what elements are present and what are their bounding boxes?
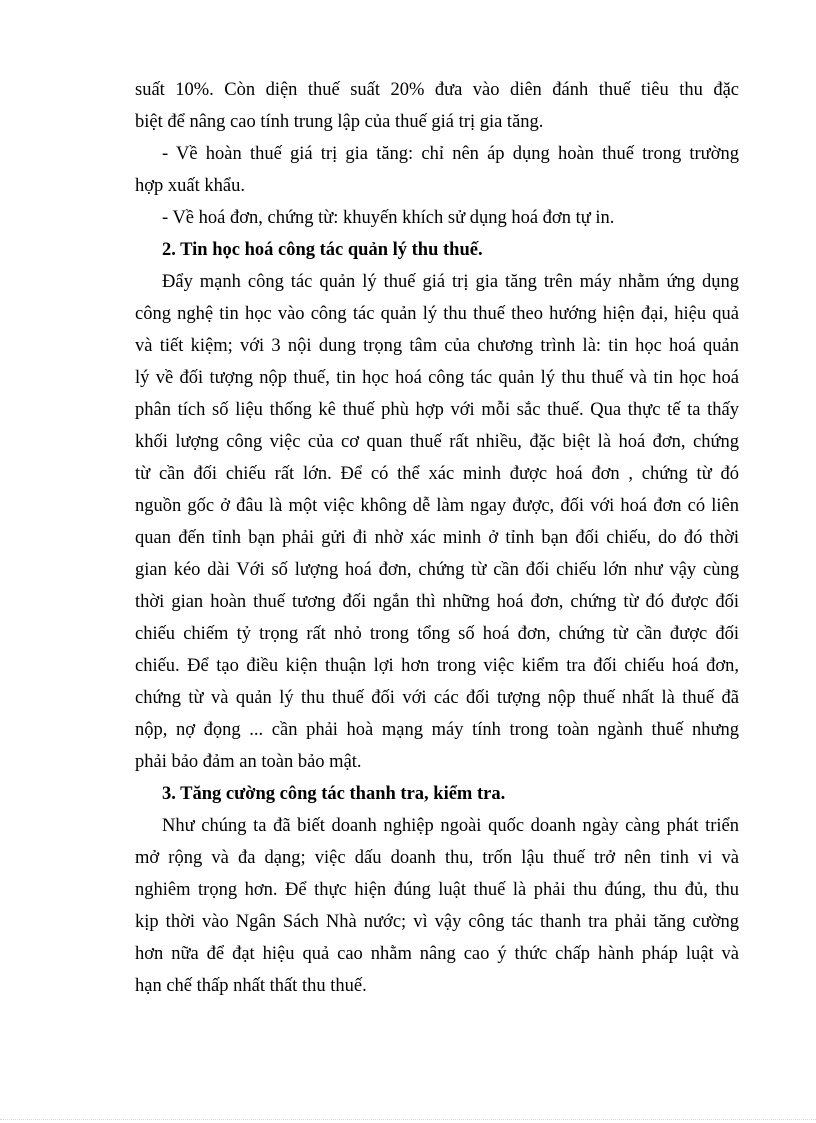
paragraph-line: hơn nữa để đạt hiệu quả cao nhằm nâng cao ý thức chấp hành pháp luật và	[135, 944, 739, 964]
paragraph-line: Đẩy mạnh công tác quản lý thuế giá trị gia tăng trên máy nhằm ứng dụng	[162, 272, 739, 292]
bullet-line: - Về hoá đơn, chứng từ: khuyến khích sử dụng hoá đơn tự in.	[162, 208, 615, 228]
paragraph-line: công nghệ tin học vào công tác quản lý thu thuế theo hướng hiện đại, hiệu quả	[135, 304, 739, 324]
paragraph-line: nghiêm trọng hơn. Để thực hiện đúng luật thuế là phải thu đúng, thu đủ, thu	[135, 880, 739, 900]
paragraph-line: quan đến tỉnh bạn phải gửi đi nhờ xác minh ở tỉnh bạn đối chiếu, do đó thời	[135, 528, 739, 548]
page-bottom-border	[0, 1119, 816, 1121]
document-page	[135, 74, 739, 1002]
paragraph-line: biệt để nâng cao tính trung lập của thuế giá trị gia tăng.	[135, 112, 544, 132]
paragraph-line: kịp thời vào Ngân Sách Nhà nước; vì vậy công tác thanh tra phải tăng cường	[135, 912, 739, 932]
paragraph-line: hợp xuất khẩu.	[135, 176, 245, 196]
section-heading-2: 2. Tin học hoá công tác quản lý thu thuế.	[162, 240, 483, 260]
paragraph-line: nộp, nợ đọng ... cần phải hoà mạng máy tính trong toàn ngành thuế nhưng	[135, 720, 739, 740]
paragraph-line: chứng từ và quản lý thu thuế đối với các đối tượng nộp thuế nhất là thuế đã	[135, 688, 739, 708]
paragraph-line: chiếu chiếm tỷ trọng rất nhỏ trong tổng số hoá đơn, chứng từ cần được đối	[135, 624, 739, 644]
section-heading-3: 3. Tăng cường công tác thanh tra, kiểm tra.	[162, 784, 506, 804]
paragraph-line: chiếu. Để tạo điều kiện thuận lợi hơn trong việc kiểm tra đối chiếu hoá đơn,	[135, 656, 739, 676]
paragraph-line: phân tích số liệu thống kê thuế phù hợp với mỗi sắc thuế. Qua thực tế ta thấy	[135, 400, 739, 420]
paragraph-line: mở rộng và đa dạng; việc dấu doanh thu, trốn lậu thuế trở nên tinh vi và	[135, 848, 739, 868]
paragraph-line: từ cần đối chiếu rất lớn. Để có thể xác minh được hoá đơn , chứng từ đó	[135, 464, 739, 484]
paragraph-line: thời gian hoàn thuế tương đối ngắn thì những hoá đơn, chứng từ đó được đối	[135, 592, 739, 612]
paragraph-line: khối lượng công việc của cơ quan thuế rất nhiều, đặc biệt là hoá đơn, chứng	[135, 432, 739, 452]
paragraph-line: suất 10%. Còn diện thuế suất 20% đưa vào diên đánh thuế tiêu thu đặc	[135, 80, 739, 100]
paragraph-line: hạn chế thấp nhất thất thu thuế.	[135, 976, 367, 996]
paragraph-line: nguồn gốc ở đâu là một việc không dễ làm ngay được, đối với hoá đơn có liên	[135, 496, 739, 516]
paragraph-line: phải bảo đảm an toàn bảo mật.	[135, 752, 362, 772]
paragraph-line: gian kéo dài Với số lượng hoá đơn, chứng từ cần đối chiếu lớn như vậy cùng	[135, 560, 739, 580]
paragraph-line: lý về đối tượng nộp thuế, tin học hoá công tác quản lý thu thuế và tin học hoá	[135, 368, 739, 388]
paragraph-line: và tiết kiệm; với 3 nội dung trọng tâm của chương trình là: tin học hoá quản	[135, 336, 739, 356]
bullet-line: - Về hoàn thuế giá trị gia tăng: chỉ nên áp dụng hoàn thuế trong trường	[162, 144, 739, 164]
paragraph-line: Như chúng ta đã biết doanh nghiệp ngoài quốc doanh ngày càng phát triển	[162, 816, 739, 836]
